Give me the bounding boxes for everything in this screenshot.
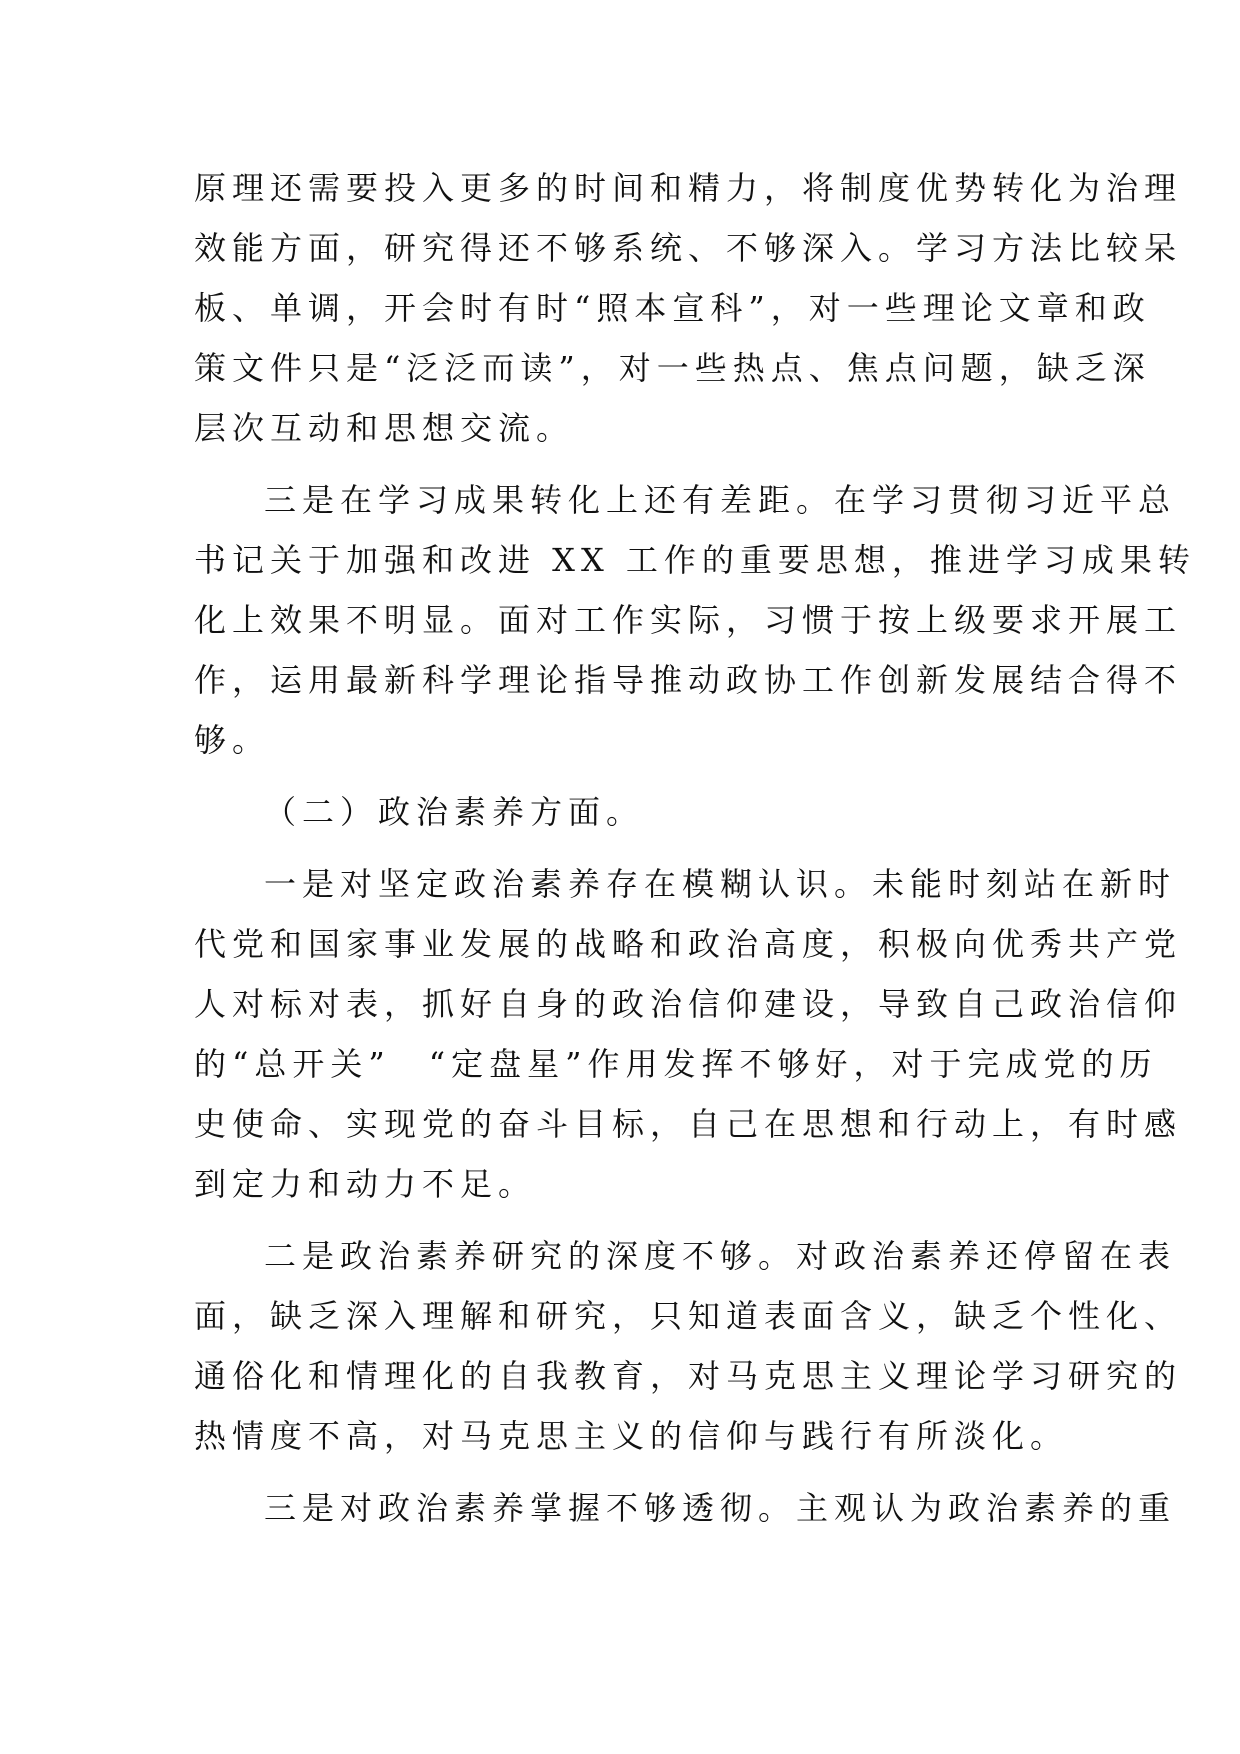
text-line: 到定力和动力不足。 (194, 1165, 537, 1203)
text-line: 原理还需要投入更多的时间和精力，将制度优势转化为治理 (194, 169, 1183, 207)
text-line: 三是对政治素养掌握不够透彻。主观认为政治素养的重 (264, 1489, 1177, 1527)
text-line: 作，运用最新科学理论指导推动政协工作创新发展结合得不 (194, 661, 1183, 699)
paragraph (194, 1478, 1177, 1538)
paragraph-gap (194, 770, 1054, 782)
text-line: 史使命、实现党的奋斗目标，自己在思想和行动上，有时感 (194, 1105, 1183, 1143)
text-line: 二是政治素养研究的深度不够。对政治素养还停留在表 (264, 1237, 1177, 1275)
text-line: 书记关于加强和改进 XX 工作的重要思想，推进学习成果转 (194, 541, 1196, 579)
text-line: 板、单调，开会时有时“照本宣科”，对一些理论文章和政 (194, 289, 1151, 327)
paragraph-gap (194, 1466, 1054, 1478)
paragraph-gap (194, 1214, 1054, 1226)
text-line: 的“总开关” “定盘星”作用发挥不够好，对于完成党的历 (194, 1045, 1158, 1083)
text-line: 通俗化和情理化的自我教育，对马克思主义理论学习研究的 (194, 1357, 1183, 1395)
text-line: 效能方面，研究得还不够系统、不够深入。学习方法比较呆 (194, 229, 1183, 267)
text-line: 三是在学习成果转化上还有差距。在学习贯彻习近平总 (264, 481, 1177, 519)
paragraph (194, 1226, 1183, 1466)
text-line: 热情度不高，对马克思主义的信仰与践行有所淡化。 (194, 1417, 1069, 1455)
text-line: 化上效果不明显。面对工作实际，习惯于按上级要求开展工 (194, 601, 1183, 639)
text-line: 面，缺乏深入理解和研究，只知道表面含义，缺乏个性化、 (194, 1297, 1183, 1335)
text-line: 层次互动和思想交流。 (194, 409, 575, 447)
text-line: （二）政治素养方面。 (264, 793, 645, 831)
paragraph-gap (194, 842, 1054, 854)
paragraph (194, 158, 1183, 458)
section-heading (194, 782, 1054, 842)
text-line: 人对标对表，抓好自身的政治信仰建设，导致自己政治信仰 (194, 985, 1183, 1023)
text-line: 一是对坚定政治素养存在模糊认识。未能时刻站在新时 (264, 865, 1177, 903)
text-line: 够。 (194, 721, 271, 759)
text-line: 策文件只是“泛泛而读”，对一些热点、焦点问题，缺乏深 (194, 349, 1151, 387)
paragraph (194, 470, 1196, 770)
paragraph-gap (194, 458, 1054, 470)
paragraph (194, 854, 1183, 1214)
text-line: 代党和国家事业发展的战略和政治高度，积极向优秀共产党 (194, 925, 1183, 963)
document-body (194, 158, 1196, 1538)
